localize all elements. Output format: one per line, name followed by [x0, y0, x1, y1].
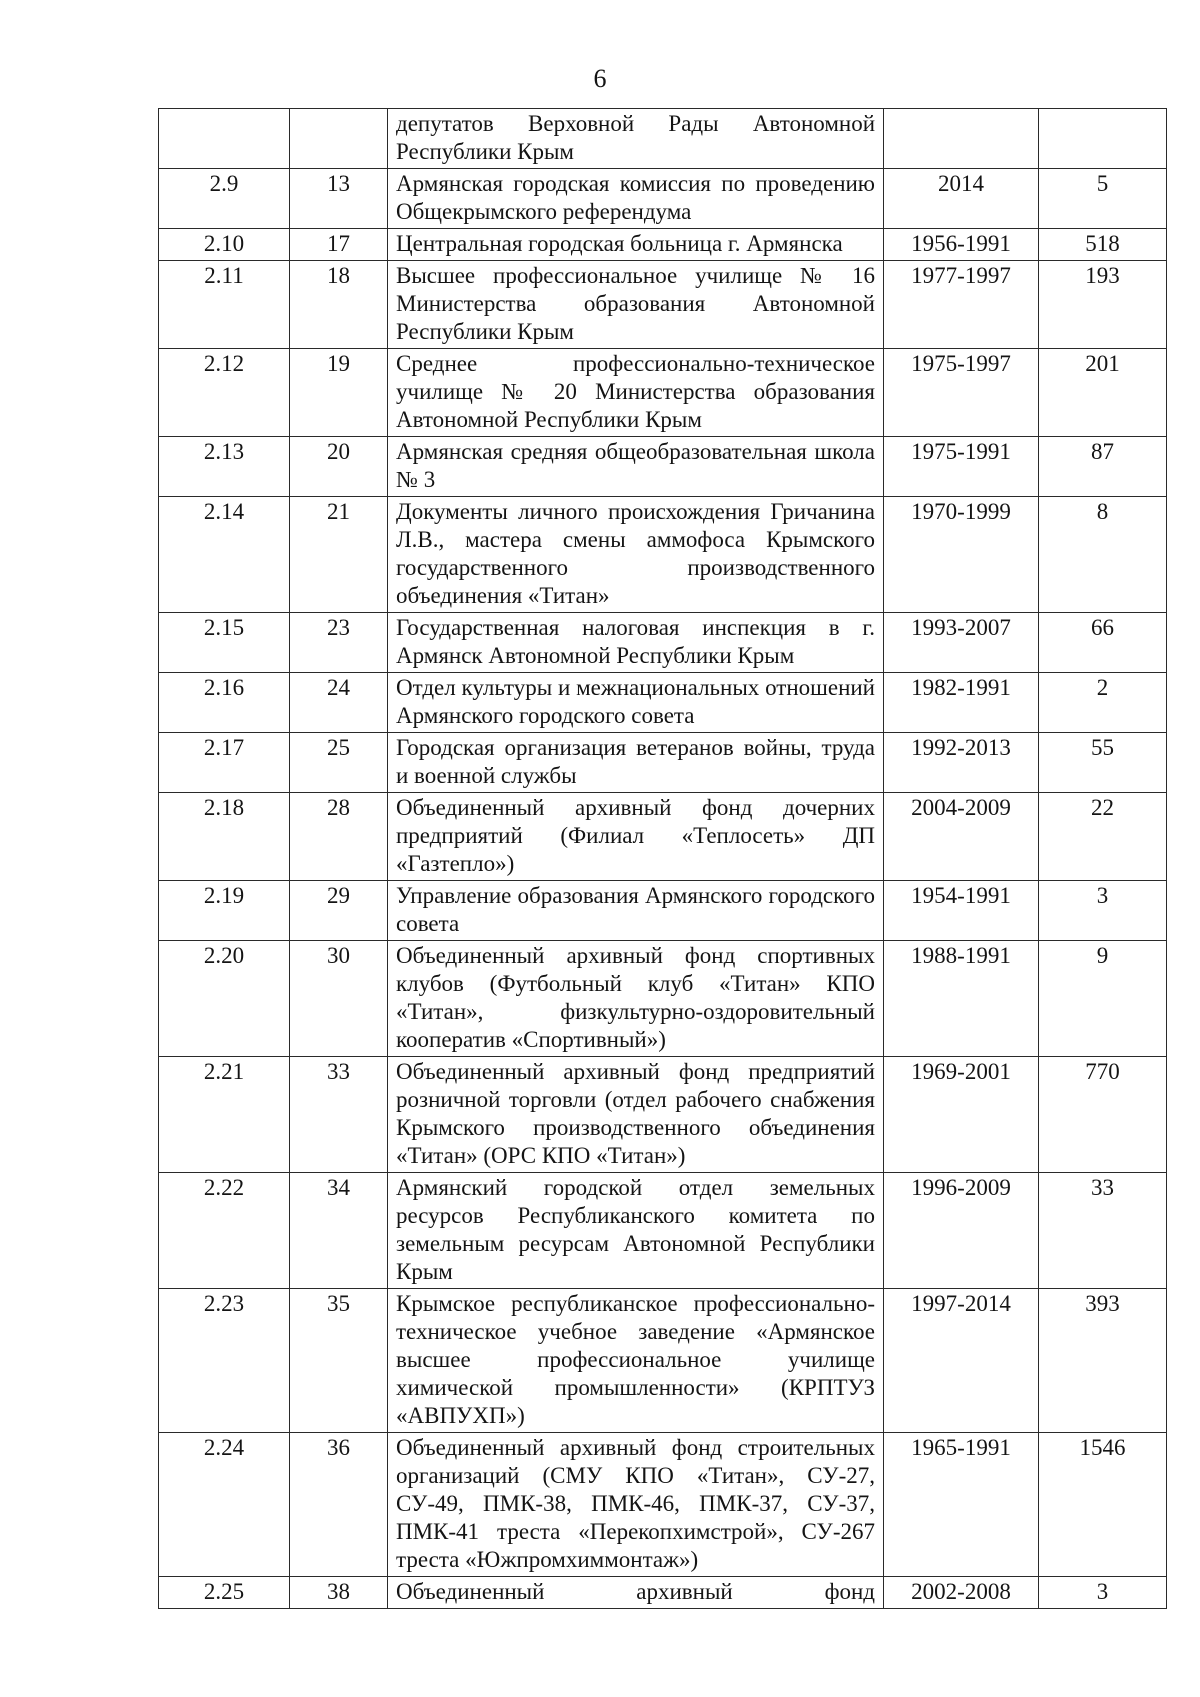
date-range-cell: 2014	[884, 169, 1039, 229]
fund-number-cell: 36	[290, 1433, 388, 1577]
date-range-cell: 1982-1991	[884, 673, 1039, 733]
date-range-cell: 1997-2014	[884, 1289, 1039, 1433]
table-row	[159, 673, 1167, 733]
fund-name-cell: Объединенный архивный фонд	[388, 1577, 884, 1609]
table-row	[159, 169, 1167, 229]
fund-number-cell: 30	[290, 941, 388, 1057]
file-count-cell: 5	[1039, 169, 1167, 229]
table-row	[159, 1433, 1167, 1577]
date-range-cell: 1988-1991	[884, 941, 1039, 1057]
archive-fund-table	[158, 108, 1167, 1609]
file-count-cell: 9	[1039, 941, 1167, 1057]
section-number-cell: 2.10	[159, 229, 290, 261]
file-count-cell: 55	[1039, 733, 1167, 793]
file-count-cell: 518	[1039, 229, 1167, 261]
file-count-cell: 2	[1039, 673, 1167, 733]
fund-name-cell: Объединенный архивный фонд строительных организаций (СМУ КПО «Титан», СУ-27, СУ-49, ПМК-38, ПМК-46, ПМК-37, СУ-37, ПМК-41 треста «Перекопхимстрой», СУ-267 треста «Южпромхиммонтаж»)	[388, 1433, 884, 1577]
date-range-cell: 1993-2007	[884, 613, 1039, 673]
fund-name-cell: Отдел культуры и межнациональных отношений Армянского городского совета	[388, 673, 884, 733]
fund-name-cell: Армянская средняя общеобразовательная школа № 3	[388, 437, 884, 497]
section-number-cell: 2.15	[159, 613, 290, 673]
page-number: 6	[593, 64, 607, 93]
fund-number-cell: 29	[290, 881, 388, 941]
date-range-cell: 2004-2009	[884, 793, 1039, 881]
table-row	[159, 437, 1167, 497]
section-number-cell: 2.23	[159, 1289, 290, 1433]
date-range-cell: 1996-2009	[884, 1173, 1039, 1289]
fund-number-cell: 23	[290, 613, 388, 673]
table-row	[159, 261, 1167, 349]
section-number-cell: 2.25	[159, 1577, 290, 1609]
file-count-cell: 201	[1039, 349, 1167, 437]
file-count-cell: 33	[1039, 1173, 1167, 1289]
fund-name-cell: Армянский городской отдел земельных ресурсов Республиканского комитета по земельным ресурсам Автономной Республики Крым	[388, 1173, 884, 1289]
table-row	[159, 1057, 1167, 1173]
fund-name-cell: Армянская городская комиссия по проведению Общекрымского референдума	[388, 169, 884, 229]
file-count-cell: 3	[1039, 881, 1167, 941]
date-range-cell: 1956-1991	[884, 229, 1039, 261]
section-number-cell: 2.19	[159, 881, 290, 941]
date-range-cell: 1975-1997	[884, 349, 1039, 437]
date-range-cell: 1969-2001	[884, 1057, 1039, 1173]
fund-name-cell: Крымское республиканское профессионально-техническое учебное заведение «Армянское высшее профессиональное училище химической промышленности» (КРПТУЗ «АВПУХП»)	[388, 1289, 884, 1433]
fund-name-cell: Объединенный архивный фонд спортивных клубов (Футбольный клуб «Титан» КПО «Титан», физкультурно-оздоровительный кооператив «Спортивный»)	[388, 941, 884, 1057]
fund-number-cell: 19	[290, 349, 388, 437]
fund-name-cell: Центральная городская больница г. Армянска	[388, 229, 884, 261]
fund-number-cell: 35	[290, 1289, 388, 1433]
fund-number-cell: 38	[290, 1577, 388, 1609]
fund-name-cell: Объединенный архивный фонд дочерних предприятий (Филиал «Теплосеть» ДП «Газтепло»)	[388, 793, 884, 881]
fund-number-cell: 21	[290, 497, 388, 613]
table-row	[159, 349, 1167, 437]
table-row	[159, 733, 1167, 793]
section-number-cell	[159, 109, 290, 169]
fund-number-cell: 25	[290, 733, 388, 793]
date-range-cell: 1975-1991	[884, 437, 1039, 497]
section-number-cell: 2.12	[159, 349, 290, 437]
table-row	[159, 497, 1167, 613]
section-number-cell: 2.17	[159, 733, 290, 793]
fund-number-cell: 34	[290, 1173, 388, 1289]
table-row	[159, 1173, 1167, 1289]
section-number-cell: 2.11	[159, 261, 290, 349]
fund-name-cell: Городская организация ветеранов войны, труда и военной службы	[388, 733, 884, 793]
fund-name-cell: Государственная налоговая инспекция в г. Армянск Автономной Республики Крым	[388, 613, 884, 673]
file-count-cell: 8	[1039, 497, 1167, 613]
date-range-cell: 1970-1999	[884, 497, 1039, 613]
section-number-cell: 2.20	[159, 941, 290, 1057]
date-range-cell: 1992-2013	[884, 733, 1039, 793]
file-count-cell: 66	[1039, 613, 1167, 673]
fund-name-cell: Документы личного происхождения Гричанина Л.В., мастера смены аммофоса Крымского государственного производственного объединения «Титан»	[388, 497, 884, 613]
table-row	[159, 793, 1167, 881]
file-count-cell: 22	[1039, 793, 1167, 881]
section-number-cell: 2.14	[159, 497, 290, 613]
fund-name-cell: Высшее профессиональное училище № 16 Министерства образования Автономной Республики Крым	[388, 261, 884, 349]
file-count-cell: 3	[1039, 1577, 1167, 1609]
table-row	[159, 881, 1167, 941]
fund-number-cell: 18	[290, 261, 388, 349]
section-number-cell: 2.22	[159, 1173, 290, 1289]
section-number-cell: 2.9	[159, 169, 290, 229]
date-range-cell	[884, 109, 1039, 169]
section-number-cell: 2.16	[159, 673, 290, 733]
table-row	[159, 1577, 1167, 1609]
table-row	[159, 613, 1167, 673]
section-number-cell: 2.18	[159, 793, 290, 881]
table-row	[159, 941, 1167, 1057]
fund-name-cell: Среднее профессионально-техническое училище № 20 Министерства образования Автономной Республики Крым	[388, 349, 884, 437]
section-number-cell: 2.21	[159, 1057, 290, 1173]
table-row	[159, 1289, 1167, 1433]
fund-number-cell: 24	[290, 673, 388, 733]
date-range-cell: 1954-1991	[884, 881, 1039, 941]
file-count-cell: 193	[1039, 261, 1167, 349]
fund-number-cell	[290, 109, 388, 169]
fund-number-cell: 28	[290, 793, 388, 881]
file-count-cell: 393	[1039, 1289, 1167, 1433]
section-number-cell: 2.24	[159, 1433, 290, 1577]
fund-name-cell: Объединенный архивный фонд предприятий розничной торговли (отдел рабочего снабжения Крымского производственного объединения «Титан» (ОРС КПО «Титан»)	[388, 1057, 884, 1173]
fund-name-cell: депутатов Верховной Рады Автономной Республики Крым	[388, 109, 884, 169]
date-range-cell: 1965-1991	[884, 1433, 1039, 1577]
file-count-cell: 87	[1039, 437, 1167, 497]
fund-number-cell: 17	[290, 229, 388, 261]
fund-number-cell: 20	[290, 437, 388, 497]
date-range-cell: 1977-1997	[884, 261, 1039, 349]
table-row	[159, 109, 1167, 169]
section-number-cell: 2.13	[159, 437, 290, 497]
fund-number-cell: 13	[290, 169, 388, 229]
table-row	[159, 229, 1167, 261]
date-range-cell: 2002-2008	[884, 1577, 1039, 1609]
file-count-cell: 1546	[1039, 1433, 1167, 1577]
file-count-cell	[1039, 109, 1167, 169]
file-count-cell: 770	[1039, 1057, 1167, 1173]
fund-name-cell: Управление образования Армянского городского совета	[388, 881, 884, 941]
fund-number-cell: 33	[290, 1057, 388, 1173]
